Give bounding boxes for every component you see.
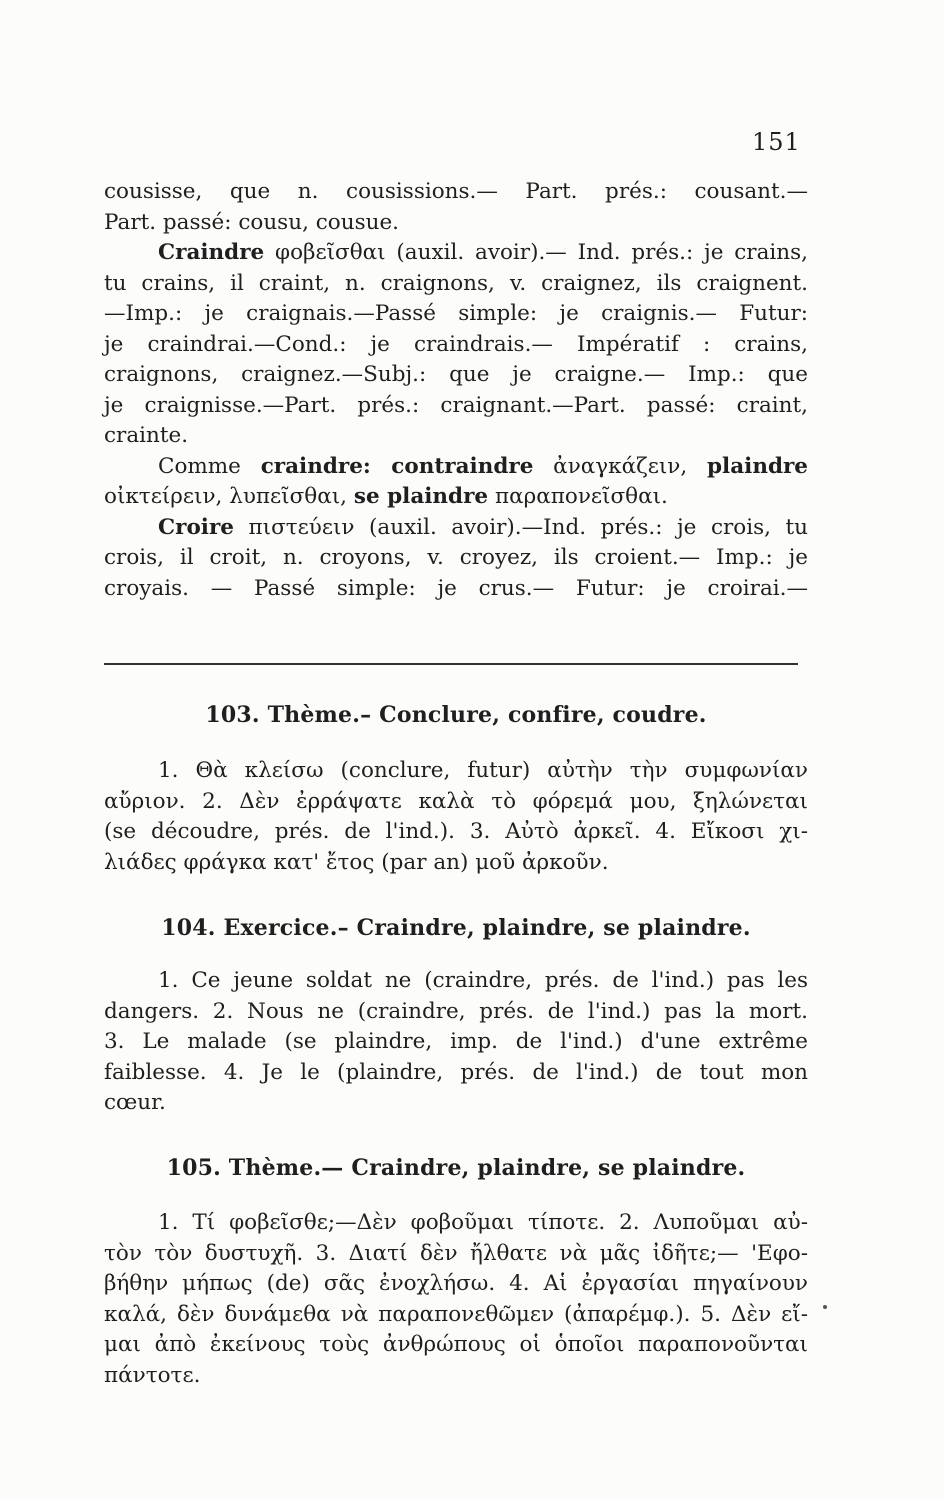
exercise-block [104, 1208, 808, 1391]
text-line: αὔριον. 2. Δὲν ἐρράψατε καλὰ τὸ φόρεμά μου, ξηλώνεται [104, 788, 808, 814]
text-line: craignons, craignez.—Subj.: que je craigne.— Imp.: que [104, 362, 808, 387]
verb-headword: Croire [158, 514, 234, 540]
text-line: croyais. — Passé simple: je crus.— Futur: je croirai.— [104, 575, 808, 601]
section-heading: 103. Thème.– Conclure, confire, coudre. [205, 702, 707, 728]
exercise-block [104, 756, 808, 878]
text-line: dangers. 2. Nous ne (craindre, prés. de l'ind.) pas la mort. [104, 998, 808, 1024]
verb-headword: craindre: contraindre [260, 453, 534, 479]
text-line: 1. Θὰ κλείσω (conclure, futur) αὐτὴν τὴν συμφωνίαν [158, 758, 808, 783]
text-line: 3. Le malade (se plaindre, imp. de l'ind.) d'une extrême [104, 1029, 808, 1054]
text-line: (se découdre, prés. de l'ind.). 3. Αὐτὸ ἀρκεῖ. 4. Εἴκοσι χι- [104, 819, 808, 844]
conjugation-block [104, 177, 808, 604]
text-line: καλά, δὲν δυνάμεθα νὰ παραπονεθῶμεν (ἀπαρέμφ.). 5. Δὲν εἴ- [104, 1301, 808, 1327]
text-line: Comme craindre: contraindre ἀναγκάζειν, plaindre [158, 453, 808, 479]
section-heading: 105. Thème.— Craindre, plaindre, se plaindre. [166, 1155, 746, 1181]
text-line: cousisse, que n. cousissions.— Part. prés.: cousant.— [104, 179, 808, 204]
exercise-block [104, 966, 808, 1119]
section-heading: 104. Exercice.– Craindre, plaindre, se plaindre. [161, 915, 751, 941]
verb-headword: Craindre [158, 240, 265, 265]
text-line: Croire πιστεύειν (auxil. avoir).—Ind. prés.: je crois, tu [158, 514, 808, 540]
text-line: λιάδες φράγκα κατ' ἔτος (par an) μοῦ ἀρκοῦν. [104, 849, 609, 875]
text-line: τὸν τὸν δυστυχῆ. 3. Διατί δὲν ἤλθατε νὰ μᾶς ἰδῆτε;— 'Εφο- [104, 1240, 808, 1266]
text-line: crois, il croit, n. croyons, v. croyez, ils croient.— Imp.: je [104, 545, 808, 570]
text-line: je craindrai.—Cond.: je craindrais.— Impératif : crains, [104, 331, 808, 357]
text-line: 1. Ce jeune soldat ne (craindre, prés. de l'ind.) pas les [158, 968, 808, 993]
text-line: 1. Τί φοβεῖσθε;—Δὲν φοβοῦμαι τίποτε. 2. Λυποῦμαι αὐ- [158, 1210, 808, 1235]
text-line: cœur. [104, 1090, 166, 1115]
text-line: οἰκτείρειν, λυπεῖσθαι, se plaindre παραπονεῖσθαι. [104, 484, 668, 509]
section-divider [104, 663, 798, 665]
text-line: faiblesse. 4. Je le (plaindre, prés. de l'ind.) de tout mon [104, 1059, 808, 1085]
text-line: πάντοτε. [104, 1362, 201, 1388]
text-line: βήθην μήπως (de) σᾶς ἐνοχλήσω. 4. Αἱ ἐργασίαι πηγαίνουν [104, 1271, 808, 1296]
page-number: 151 [752, 128, 801, 156]
text-line: tu crains, il craint, n. craignons, v. craignez, ils craignent. [104, 270, 808, 296]
text-line: Part. passé: cousu, cousue. [104, 209, 400, 235]
text-line: je craignisse.—Part. prés.: craignant.—Part. passé: craint, [104, 392, 808, 418]
text-line: —Imp.: je craignais.—Passé simple: je craignis.— Futur: [104, 301, 808, 326]
text-line: μαι ἀπὸ ἐκείνους τοὺς ἀνθρώπους οἱ ὁποῖοι παραπονοῦνται [104, 1332, 808, 1357]
text-line: Craindre φοβεῖσθαι (auxil. avoir).— Ind. prés.: je crains, [158, 240, 808, 265]
margin-dot [823, 1305, 827, 1309]
verb-headword: se plaindre [353, 484, 489, 509]
verb-headword: plaindre [707, 453, 808, 479]
text-line: crainte. [104, 423, 189, 448]
